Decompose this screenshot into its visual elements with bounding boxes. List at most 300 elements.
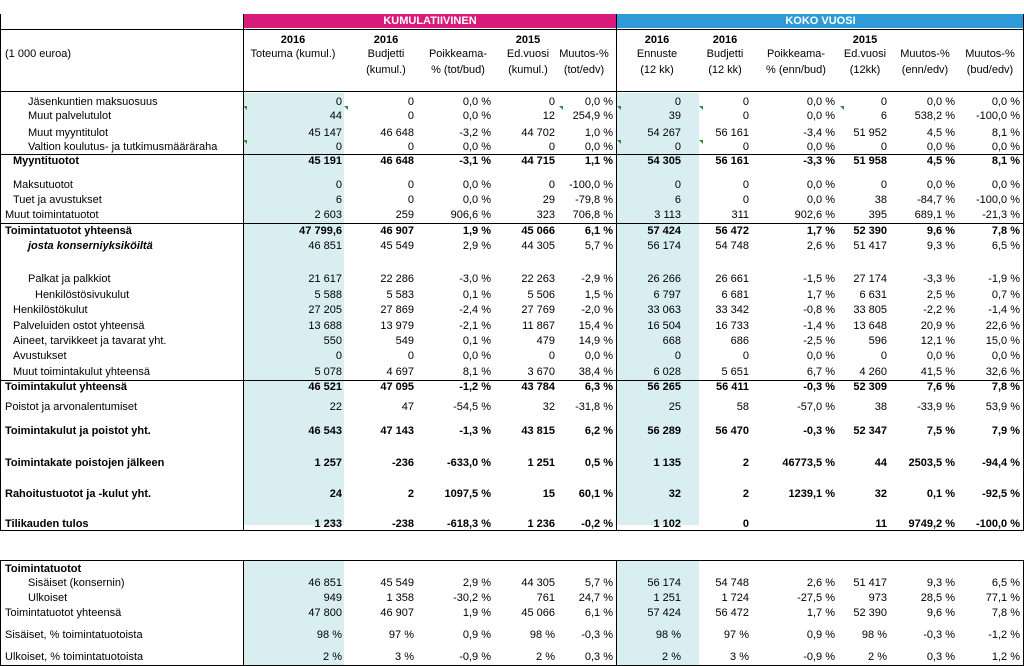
header-kumulatiivinen: KUMULATIIVINEN [244,14,616,28]
value-cell: 15,4 % [578,320,613,332]
value-cell: 54 748 [715,240,749,252]
value-cell: -2,2 % [923,304,955,316]
value-cell: 0 [880,141,887,153]
value-cell: 0 [548,179,555,191]
value-cell: 51 417 [853,240,887,252]
value-cell: 4 697 [386,366,414,378]
value-cell: -2,9 % [581,273,613,285]
value-cell: 1,7 % [806,289,835,301]
comment-marker [840,106,844,110]
value-cell: 2 [742,457,749,469]
value-cell: 33 063 [647,304,681,316]
value-cell: 0 [407,96,414,108]
row-label: Sisäiset, % toimintatuotoista [5,629,143,641]
value-cell: -236 [391,457,414,469]
value-cell: 1,7 % [806,225,835,237]
value-cell: 0,0 % [926,350,955,362]
value-cell: 3 % [395,651,414,663]
value-cell: 2,9 % [462,240,491,252]
value-cell: 0 [335,350,342,362]
value-cell: 0,0 % [926,96,955,108]
comment-marker [699,140,703,144]
value-cell: 2,6 % [806,240,835,252]
left-border [0,14,1,530]
value-cell: 56 472 [715,607,749,619]
value-cell: 2 % [662,651,681,663]
value-cell: 6 681 [721,289,749,301]
value-cell: -3,4 % [803,127,835,139]
column-subtitle: (kumul.) [508,64,548,76]
row-label: Tilikauden tulos [5,518,89,530]
column-title: Toteuma (kumul.) [250,48,336,60]
value-cell: -27,5 % [797,592,835,604]
value-cell: 15,0 % [985,335,1020,347]
value-cell: 1239,1 % [788,488,835,500]
value-cell: 51 952 [853,127,887,139]
value-cell: 0 [742,350,749,362]
value-cell: 761 [536,592,555,604]
value-cell: 56 174 [647,577,681,589]
value-cell: 0,0 % [991,141,1020,153]
value-cell: 0,0 % [462,96,491,108]
column-year: 2016 [644,34,670,46]
row-label: Muut toimintatuotot [5,209,99,221]
value-cell: 6 [335,194,342,206]
value-cell: 5 583 [386,289,414,301]
value-cell: 44 [874,457,887,469]
value-cell: 47 143 [380,425,414,437]
column-subtitle: (12kk) [849,64,881,76]
value-cell: 0 [335,179,342,191]
value-cell: 46 648 [380,127,414,139]
value-cell: 9,6 % [926,225,955,237]
value-cell: 596 [868,335,887,347]
value-cell: 44 305 [521,577,555,589]
row-label: Palveluiden ostot yhteensä [13,320,145,332]
value-cell: 27 174 [853,273,887,285]
value-cell: 0 [335,141,342,153]
value-cell: 1,9 % [462,225,491,237]
value-cell: 0,0 % [462,350,491,362]
value-cell: -94,4 % [982,457,1020,469]
value-cell: 1 358 [386,592,414,604]
row-label: Henkilöstökulut [13,304,88,316]
toteuma-divider [243,14,244,530]
value-cell: 0,0 % [926,179,955,191]
value-cell: 0,0 % [806,350,835,362]
value-cell: -57,0 % [797,401,835,413]
value-cell: 32,6 % [985,366,1020,378]
value-cell: 26 266 [647,273,681,285]
value-cell: 56 161 [715,127,749,139]
value-cell: 24 [329,488,342,500]
row-label: Toimintatuotot yhteensä [5,225,132,237]
value-cell: 7,9 % [991,425,1020,437]
value-cell: 38 [874,401,887,413]
value-cell: 45 066 [521,607,555,619]
value-cell: -618,3 % [446,518,491,530]
value-cell: 1,7 % [806,607,835,619]
value-cell: 479 [536,335,555,347]
value-cell: 32 [668,488,681,500]
value-cell: -3,3 % [803,155,835,167]
value-cell: 0,0 % [991,179,1020,191]
value-cell: 0 [335,96,342,108]
value-cell: 0 [407,179,414,191]
value-cell: 0,0 % [462,179,491,191]
value-cell: -100,0 % [975,194,1020,206]
value-cell: 9,3 % [926,240,955,252]
value-cell: 395 [868,209,887,221]
bottom-table-top-line [0,560,1024,561]
value-cell: 0 [548,96,555,108]
value-cell: -1,4 % [988,304,1020,316]
value-cell: 11 867 [522,320,555,332]
value-cell: 0 [407,194,414,206]
value-cell: 0 [742,518,749,530]
value-cell: 25 [668,401,681,413]
row-label: Ulkoiset, % toimintatuotoista [5,651,144,663]
column-subtitle: (tot/edv) [563,64,605,76]
row-label: Poistot ja arvonalentumiset [5,401,138,413]
row-label: Jäsenkuntien maksuosuus [28,96,158,108]
header-koko-vuosi: KOKO VUOSI [617,14,1024,28]
value-cell: 7,8 % [991,381,1020,393]
value-cell: 43 784 [521,381,555,393]
value-cell: -84,7 % [917,194,955,206]
value-cell: 22 [329,401,342,413]
header-top-line [0,29,1024,30]
value-cell: 5 506 [527,289,555,301]
value-cell: 6,1 % [584,607,613,619]
value-cell: 45 549 [380,577,414,589]
value-cell: 0 [880,96,887,108]
value-cell: 0,5 % [584,457,613,469]
row-divider [0,380,1024,381]
value-cell: 1 236 [527,518,555,530]
value-cell: 33 805 [853,304,887,316]
column-subtitle: (12 kk) [640,64,674,76]
row-label: Toimintatuotot yhteensä [5,607,122,619]
column-year: 2015 [852,34,878,46]
column-subtitle: (enn/edv) [901,64,949,76]
column-title: Poikkeama- [428,48,488,60]
value-cell: -33,9 % [917,401,955,413]
value-cell: 5,7 % [584,240,613,252]
comment-marker [243,140,247,144]
value-cell: 311 [731,209,749,221]
value-cell: 45 191 [308,155,342,167]
value-cell: -1,2 % [459,381,491,393]
value-cell: 54 305 [647,155,681,167]
value-cell: 6 028 [653,366,681,378]
value-cell: -30,2 % [453,592,491,604]
column-title: Muutos-% [965,48,1015,60]
value-cell: 9749,2 % [908,518,955,530]
value-cell: 668 [662,335,681,347]
comment-marker [699,106,703,110]
value-cell: 0 [548,141,555,153]
value-cell: 1 257 [314,457,342,469]
value-cell: 0,0 % [462,110,491,122]
value-cell: 13 979 [380,320,414,332]
value-cell: 973 [868,592,887,604]
value-cell: 0,1 % [462,335,491,347]
value-cell: 2 [742,488,749,500]
value-cell: -2,4 % [459,304,491,316]
value-cell: 46773,5 % [782,457,835,469]
value-cell: 0 [407,141,414,153]
value-cell: 0,0 % [991,96,1020,108]
value-cell: 1 233 [314,518,342,530]
value-cell: 1,1 % [584,155,613,167]
row-divider [0,223,1024,224]
value-cell: 4,5 % [926,155,955,167]
value-cell: 52 347 [853,425,887,437]
value-cell: 13 688 [308,320,342,332]
value-cell: 15 [542,488,555,500]
value-cell: 46 648 [380,155,414,167]
value-cell: -2,1 % [459,320,491,332]
value-cell: 1 251 [653,592,681,604]
value-cell: 16 733 [715,320,749,332]
value-cell: 0,3 % [584,651,613,663]
value-cell: 56 174 [647,240,681,252]
value-cell: 47 800 [308,607,342,619]
value-cell: 44 715 [521,155,555,167]
value-cell: 549 [395,335,414,347]
comment-marker [559,106,563,110]
value-cell: 52 309 [853,381,887,393]
value-cell: 6,1 % [584,225,613,237]
value-cell: 6,2 % [584,425,613,437]
row-label: Myyntituotot [13,155,79,167]
value-cell: -633,0 % [446,457,491,469]
value-cell: 24,7 % [578,592,613,604]
value-cell: 949 [323,592,342,604]
row-label: Tuet ja avustukset [13,194,102,206]
value-cell: 44 305 [521,240,555,252]
value-cell: 5 651 [721,366,749,378]
bottom-left-border [0,560,1,665]
value-cell: 5 078 [314,366,342,378]
value-cell: 1 251 [527,457,555,469]
row-label: Rahoitustuotot ja -kulut yht. [5,488,152,500]
value-cell: 0,0 % [926,141,955,153]
value-cell: 3 113 [654,209,681,221]
value-cell: 6 797 [653,289,681,301]
value-cell: 12,1 % [920,335,955,347]
value-cell: 53,9 % [985,401,1020,413]
value-cell: 0,0 % [806,194,835,206]
value-cell: -1,4 % [803,320,835,332]
value-cell: 7,8 % [991,607,1020,619]
value-cell: 46 851 [308,577,342,589]
value-cell: 57 424 [647,607,681,619]
value-cell: -0,9 % [803,651,835,663]
value-cell: 1 135 [653,457,681,469]
value-cell: 0 [674,96,681,108]
value-cell: 56 411 [715,381,749,393]
value-cell: 3 670 [527,366,555,378]
value-cell: 58 [736,401,749,413]
column-title: Ed.vuosi [506,48,550,60]
value-cell: 6,3 % [584,381,613,393]
value-cell: 46 851 [308,240,342,252]
value-cell: 57 424 [647,225,681,237]
unit-label: (1 000 euroa) [5,48,72,60]
value-cell: -2,5 % [803,335,835,347]
value-cell: 0 [742,141,749,153]
section-title: Toimintatuotot [5,563,82,575]
value-cell: 54 267 [647,127,681,139]
value-cell: 26 661 [715,273,749,285]
value-cell: -100,0 % [975,110,1020,122]
value-cell: 28,5 % [920,592,955,604]
value-cell: 44 702 [521,127,555,139]
value-cell: 46 907 [380,607,414,619]
value-cell: 56 472 [715,225,749,237]
value-cell: 98 % [529,629,555,641]
value-cell: 2 % [323,651,342,663]
value-cell: 0,0 % [462,141,491,153]
value-cell: 0,1 % [462,289,491,301]
value-cell: 2 [407,488,414,500]
column-title: Ed.vuosi [843,48,887,60]
value-cell: 60,1 % [578,488,613,500]
row-label: Ulkoiset [28,592,68,604]
row-label: Muut toimintakulut yhteensä [13,366,150,378]
value-cell: 8,1 % [991,155,1020,167]
value-cell: 0,7 % [991,289,1020,301]
value-cell: 9,3 % [926,577,955,589]
column-subtitle: (kumul.) [366,64,406,76]
value-cell: -0,8 % [803,304,835,316]
value-cell: 0,0 % [806,96,835,108]
value-cell: -54,5 % [453,401,491,413]
value-cell: -92,5 % [982,488,1020,500]
value-cell: 1 724 [721,592,749,604]
column-subtitle: (12 kk) [708,64,742,76]
column-subtitle: % (tot/bud) [431,64,485,76]
column-title: Muutos-% [559,48,609,60]
value-cell: 2,9 % [462,577,491,589]
value-cell: 1,2 % [991,651,1020,663]
value-cell: -0,3 % [923,629,955,641]
value-cell: 1097,5 % [444,488,491,500]
value-cell: 0 [407,350,414,362]
value-cell: 0,0 % [584,141,613,153]
value-cell: 5 588 [314,289,342,301]
row-label: Toimintakulut yhteensä [5,381,128,393]
value-cell: 33 342 [715,304,749,316]
value-cell: 98 % [861,629,887,641]
value-cell: 45 147 [308,127,342,139]
value-cell: 538,2 % [914,110,955,122]
value-cell: 902,6 % [794,209,835,221]
value-cell: 0 [742,110,749,122]
value-cell: 98 % [316,629,342,641]
value-cell: 39 [668,110,681,122]
value-cell: 7,6 % [926,381,955,393]
value-cell: 0 [674,141,681,153]
comment-marker [243,106,247,110]
table-bottom-line [0,530,1024,531]
value-cell: 0,9 % [462,629,491,641]
value-cell: -2,0 % [581,304,613,316]
value-cell: 0,0 % [584,96,613,108]
value-cell: 56 470 [715,425,749,437]
value-cell: 0 [880,179,887,191]
column-title: Budjetti [706,48,744,60]
value-cell: -79,8 % [575,194,613,206]
row-label: Palkat ja palkkiot [28,273,111,285]
value-cell: 16 504 [647,320,681,332]
row-divider [0,154,1024,155]
column-year: 2015 [515,34,541,46]
value-cell: 47 095 [380,381,414,393]
value-cell: 0 [548,350,555,362]
value-cell: 11 [875,518,887,530]
value-cell: 29 [542,194,555,206]
comment-marker [617,106,621,110]
value-cell: 7,8 % [991,225,1020,237]
value-cell: -0,3 % [803,425,835,437]
value-cell: 22 263 [521,273,555,285]
value-cell: 7,5 % [926,425,955,437]
row-label: Henkilöstösivukulut [35,289,130,301]
header-bottom-line [0,91,1024,92]
value-cell: 2 % [536,651,555,663]
column-subtitle: (bud/edv) [966,64,1014,76]
value-cell: 1,0 % [584,127,613,139]
value-cell: 32 [874,488,887,500]
value-cell: 686 [730,335,749,347]
value-cell: -3,2 % [459,127,491,139]
value-cell: 0 [880,350,887,362]
value-cell: 4 260 [859,366,887,378]
value-cell: 0,9 % [806,629,835,641]
value-cell: 46 543 [308,425,342,437]
value-cell: 0,3 % [926,651,955,663]
value-cell: 46 521 [308,381,342,393]
value-cell: 3 % [730,651,749,663]
row-label: Muut palvelutulot [28,110,112,122]
value-cell: 0 [742,96,749,108]
value-cell: 0 [407,110,414,122]
value-cell: 45 066 [521,225,555,237]
value-cell: 0,0 % [584,350,613,362]
value-cell: 1 102 [653,518,681,530]
row-label: Toimintakulut ja poistot yht. [5,425,151,437]
value-cell: 0 [674,179,681,191]
value-cell: -3,3 % [923,273,955,285]
row-label: Toimintakate poistojen jälkeen [5,457,165,469]
value-cell: 0,0 % [462,194,491,206]
value-cell: -3,1 % [459,155,491,167]
value-cell: 21 617 [308,273,342,285]
value-cell: -0,3 % [581,629,613,641]
value-cell: 8,1 % [991,127,1020,139]
value-cell: 2,5 % [926,289,955,301]
value-cell: 6,5 % [991,240,1020,252]
value-cell: 56 161 [715,155,749,167]
value-cell: 6 [674,194,681,206]
value-cell: 56 289 [647,425,681,437]
value-cell: 259 [395,209,414,221]
value-cell: 2503,5 % [908,457,955,469]
value-cell: 32 [542,401,555,413]
